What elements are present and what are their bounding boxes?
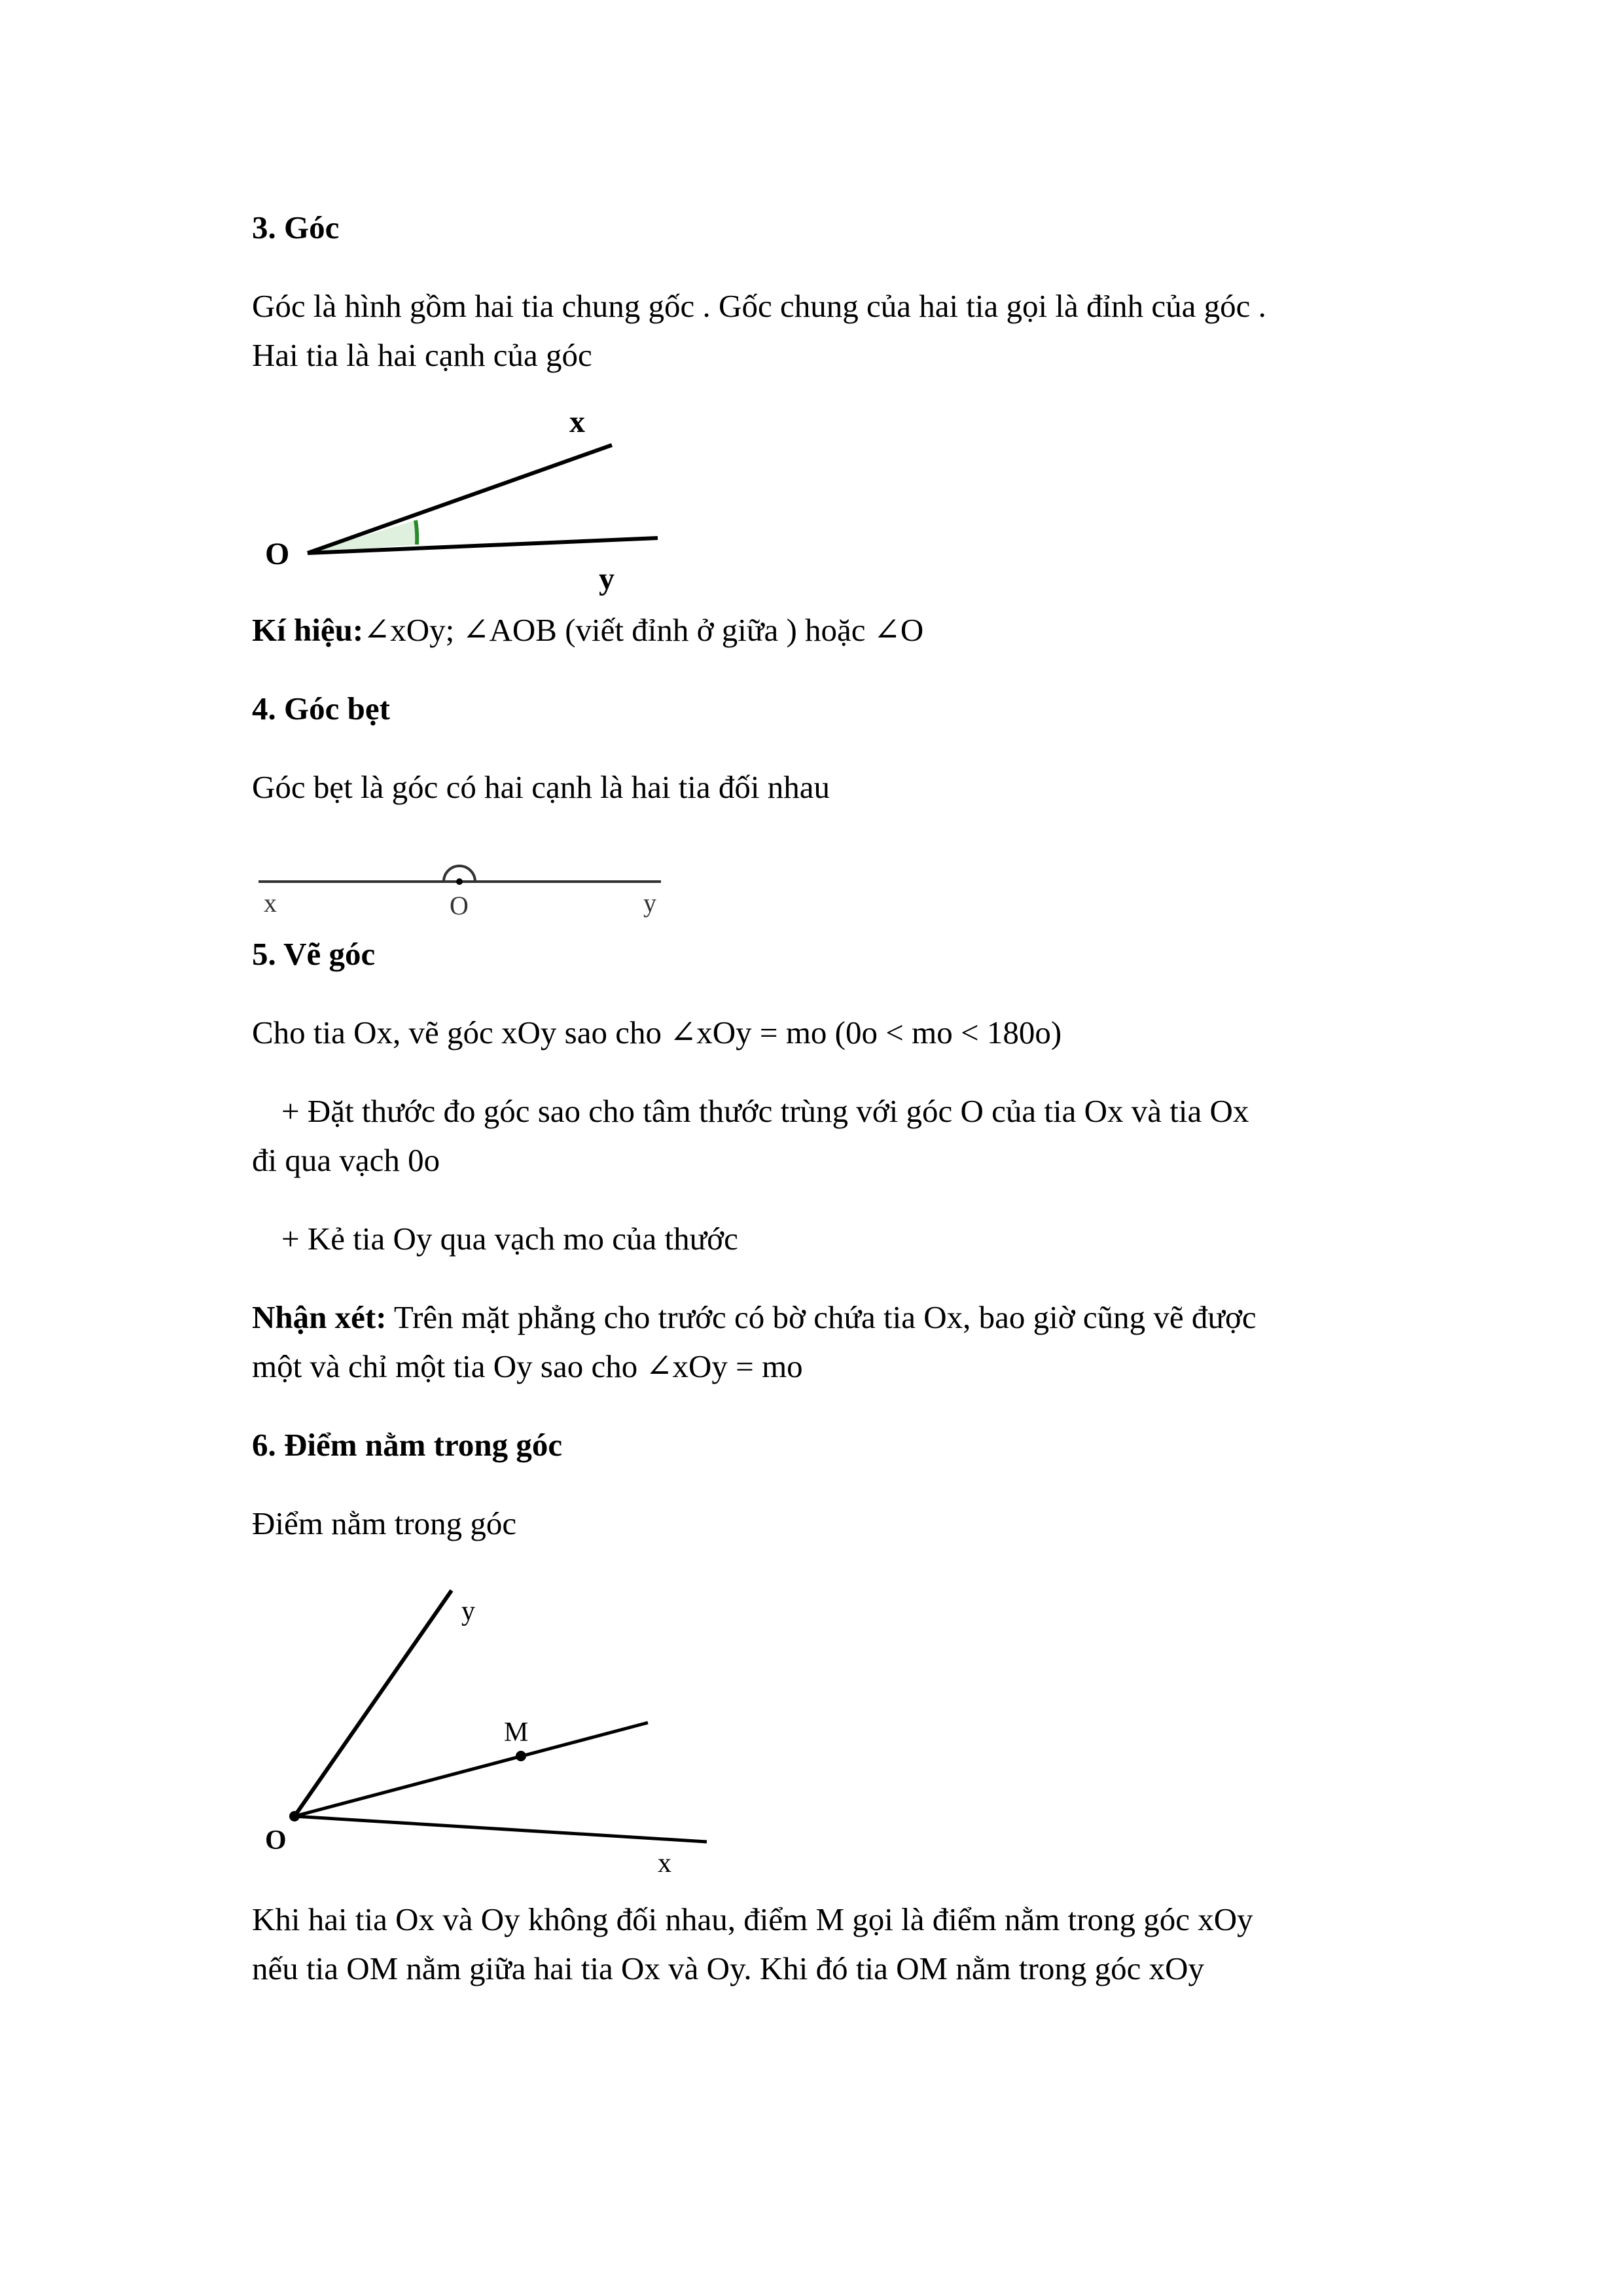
- label-y: y: [643, 888, 656, 918]
- section5-step1-line1: + Đặt thước đo góc sao cho tâm thước trùng với góc O của tia Ox và tia Ox: [281, 1093, 1249, 1129]
- remark-line1: [252, 1293, 1391, 1342]
- point-inside-angle-figure: [249, 1571, 720, 1885]
- remark-label: Nhận xét:: [252, 1299, 387, 1335]
- label-m: M: [504, 1717, 529, 1748]
- vertex-label-o: O: [265, 537, 290, 571]
- notation-line: [252, 605, 1391, 655]
- section3-definition-line1: Góc là hình gồm hai tia chung gốc . Gốc chung của hai tia gọi là đỉnh của góc .: [252, 288, 1266, 324]
- ray-ox: [294, 1816, 707, 1842]
- label-o: O: [450, 891, 469, 920]
- section6-subheading: Điểm nằm trong góc: [252, 1505, 517, 1541]
- label-y: y: [461, 1596, 475, 1626]
- section5-step2: + Kẻ tia Oy qua vạch mo của thước: [281, 1221, 738, 1257]
- ray-label-y: y: [599, 562, 615, 596]
- section4-definition: Góc bẹt là góc có hai cạnh là hai tia đối nhau: [252, 769, 830, 805]
- notation-text: ∠xOy; ∠AOB (viết đỉnh ở giữa ) hoặc ∠O: [363, 612, 924, 648]
- angle-arc: [416, 520, 417, 545]
- ray-ox: [308, 445, 612, 553]
- label-x: x: [658, 1848, 671, 1878]
- vertex-dot: [289, 1811, 300, 1821]
- section6-explanation-line1: Khi hai tia Ox và Oy không đối nhau, điểm M gọi là điểm nằm trong góc xOy: [252, 1901, 1253, 1937]
- section5-intro: Cho tia Ox, vẽ góc xOy sao cho ∠xOy = mo (0o < mo < 180o): [252, 1014, 1062, 1050]
- point-m-dot: [516, 1751, 526, 1761]
- label-x: x: [264, 888, 277, 918]
- notation-label: Kí hiệu:: [252, 612, 364, 648]
- section3-heading: 3. Góc: [252, 209, 340, 245]
- angle-figure: [249, 393, 674, 602]
- label-o: O: [265, 1825, 287, 1856]
- ray-label-x: x: [569, 404, 585, 439]
- section5-step1-line2: đi qua vạch 0o: [252, 1142, 440, 1178]
- section4-heading: 4. Góc bẹt: [252, 691, 390, 726]
- remark-line2: một và chỉ một tia Oy sao cho ∠xOy = mo: [252, 1348, 803, 1384]
- straight-angle-figure: [252, 841, 671, 920]
- section6-explanation-line2: nếu tia OM nằm giữa hai tia Ox và Oy. Khi đó tia OM nằm trong góc xOy: [252, 1950, 1204, 1986]
- section6-heading: 6. Điểm nằm trong góc: [252, 1427, 563, 1463]
- section3-definition-line2: Hai tia là hai cạnh của góc: [252, 337, 592, 373]
- vertex-dot: [456, 878, 463, 885]
- section5-heading: 5. Vẽ góc: [252, 936, 376, 972]
- remark-text: Trên mặt phẳng cho trước có bờ chứa tia Ox, bao giờ cũng vẽ được: [386, 1299, 1257, 1335]
